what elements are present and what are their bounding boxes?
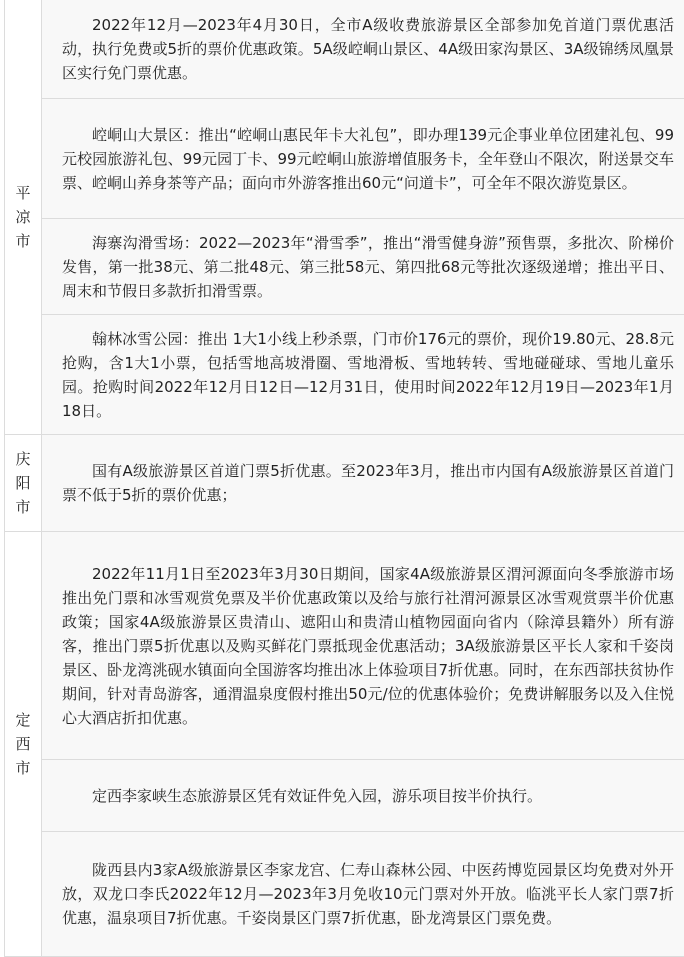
table-row bbox=[5, 315, 684, 435]
policy-cell bbox=[42, 832, 684, 957]
policy-text: 翰林冰雪公园：推出 1大1小线上秒杀票，门市价176元的票价，现价19.80元、28.8元抢购，含1大1小票，包括雪地高坡滑圈、雪地滑板、雪地转转、雪地碰碰球、雪地儿童乐园。抢购时间2022年12月日12日—12月31日，使用时间2022年12月19日—2023年1月18日。 bbox=[62, 329, 674, 420]
city-char: 庆 bbox=[15, 450, 31, 468]
table-row bbox=[5, 832, 684, 957]
policy-cell bbox=[42, 532, 684, 760]
city-char: 凉 bbox=[15, 207, 31, 226]
policy-cell bbox=[42, 219, 684, 315]
policy-cell bbox=[42, 99, 684, 219]
table-row bbox=[5, 0, 684, 99]
policy-cell bbox=[42, 315, 684, 435]
policy-text: 定西李家峡生态旅游景区凭有效证件免入园，游乐项目按半价执行。 bbox=[92, 786, 543, 805]
policy-text: 2022年12月—2023年4月30日，全市A级收费旅游景区全部参加免首道门票优惠活动，执行免费或5折的票价优惠政策。5A级崆峒山景区、4A级田家沟景区、3A级锦绣凤凰景区实行免门票优惠。 bbox=[62, 15, 674, 82]
policy-text: 国有A级旅游景区首道门票5折优惠。至2023年3月，推出市内国有A级旅游景区首道门票不低于5折的票价优惠； bbox=[62, 462, 674, 504]
table-row bbox=[5, 435, 684, 532]
city-char: 阳 bbox=[15, 474, 31, 492]
policy-table bbox=[4, 0, 684, 957]
policy-text: 陇西县内3家A级旅游景区李家龙宫、仁寿山森林公园、中医药博览园景区均免费对外开放，双龙口李氏2022年12月—2023年3月免收10元门票对外开放。临洮平长人家门票7折优惠，温泉项目7折优惠。千姿岗景区门票7折优惠，卧龙湾景区门票免费。 bbox=[62, 861, 674, 927]
table-row bbox=[5, 99, 684, 219]
city-cell-dingxi bbox=[5, 532, 42, 957]
city-char: 市 bbox=[15, 759, 31, 777]
city-cell-pingliang bbox=[5, 0, 42, 435]
policy-cell bbox=[42, 760, 684, 832]
policy-text: 崆峒山大景区：推出“崆峒山惠民年卡大礼包”，即办理139元企事业单位团建礼包、99元校园旅游礼包、99元园丁卡、99元崆峒山旅游增值服务卡，全年登山不限次，附送景交车票、崆峒山养身茶等产品；面向市外游客推出60元“问道卡”，可全年不限次游览景区。 bbox=[62, 125, 674, 192]
table-row bbox=[5, 219, 684, 315]
city-char: 平 bbox=[15, 183, 31, 202]
policy-cell bbox=[42, 0, 684, 99]
policy-cell bbox=[42, 435, 684, 532]
city-cell-qingyang bbox=[5, 435, 42, 532]
city-char: 西 bbox=[15, 735, 31, 753]
table-row bbox=[5, 532, 684, 760]
table-row bbox=[5, 760, 684, 832]
city-char: 定 bbox=[15, 711, 31, 729]
city-char: 市 bbox=[15, 231, 31, 250]
policy-text: 2022年11月1日至2023年3月30日期间，国家4A级旅游景区渭河源面向冬季旅游市场推出免门票和冰雪观赏免票及半价优惠政策以及给与旅行社渭河源景区冰雪观赏票半价优惠政策；国家4A级旅游景区贵清山、遮阳山和贵清山植物园面向省内（除漳县籍外）所有游客，推出门票5折优惠以及购买鲜花门票抵现金优惠活动；3A级旅游景区平长人家和千姿岗景区、卧龙湾洮砚水镇面向全国游客均推出冰上体验项目7折优惠。同时，在东西部扶贫协作期间，针对青岛游客，通渭温泉度假村推出50元/位的优惠体验价；免费讲解服务以及入住悦心大酒店折扣优惠。 bbox=[62, 564, 674, 727]
policy-text: 海寨沟滑雪场：2022—2023年“滑雪季”，推出“滑雪健身游”预售票，多批次、阶梯价发售，第一批38元、第二批48元、第三批58元、第四批68元等批次逐级递增；推出平日、周末和节假日多款折扣滑雪票。 bbox=[62, 233, 674, 300]
city-char: 市 bbox=[15, 498, 31, 516]
